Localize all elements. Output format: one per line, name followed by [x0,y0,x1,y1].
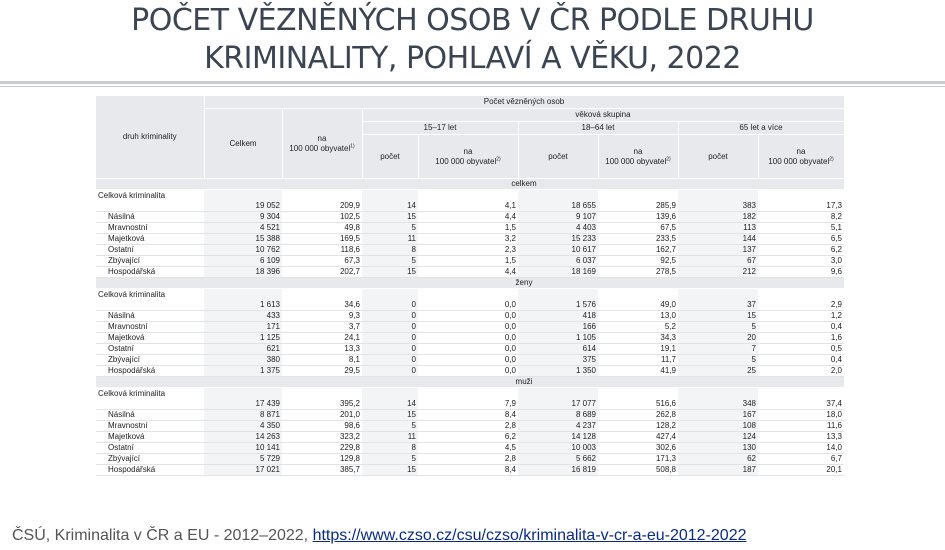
data-cell: 0 [362,322,418,333]
data-cell: 49,0 [598,289,678,311]
data-cell: 169,5 [282,234,362,245]
data-cell: 15 233 [518,234,598,245]
data-cell: 2,8 [418,421,518,432]
data-cell: 0,4 [758,322,844,333]
data-cell: 0,0 [418,322,518,333]
header-per-line1: na [633,146,643,156]
data-cell: 418 [518,311,598,322]
data-cell: 182 [678,212,758,223]
data-cell: 6 037 [518,256,598,267]
data-cell: 5 [362,256,418,267]
row-label: Zbývající [96,256,204,267]
table-row [96,212,844,223]
table-row [96,366,844,377]
data-cell: 24,1 [282,333,362,344]
data-cell: 171,3 [598,454,678,465]
data-cell: 14 263 [204,432,282,443]
data-cell: 129,8 [282,454,362,465]
data-cell: 7 [678,344,758,355]
slide-title [0,2,945,78]
data-cell: 4,4 [418,267,518,278]
data-cell: 0 [362,344,418,355]
header-per-100k-age [758,135,844,179]
data-cell: 15 [362,212,418,223]
data-cell: 2,0 [758,366,844,377]
data-cell: 5 [678,322,758,333]
data-cell: 5,1 [758,223,844,234]
data-cell: 621 [204,344,282,355]
table-row [96,267,844,278]
data-cell: 14 128 [518,432,598,443]
data-cell: 8,1 [282,355,362,366]
data-cell: 1 105 [518,333,598,344]
data-cell: 130 [678,443,758,454]
data-cell: 11 [362,432,418,443]
table-row [96,454,844,465]
header-count: počet [518,135,598,179]
section-label: muži [204,377,844,388]
data-cell: 0,0 [418,355,518,366]
data-cell: 1 375 [204,366,282,377]
source-link[interactable]: https://www.czso.cz/csu/czso/kriminalita-v-cr-a-eu-2012-2022 [312,527,747,544]
data-cell: 427,4 [598,432,678,443]
data-cell: 102,5 [282,212,362,223]
data-cell: 29,5 [282,366,362,377]
data-cell: 37 [678,289,758,311]
data-cell: 5 729 [204,454,282,465]
row-label: Hospodářská [96,465,204,476]
row-label: Zbývající [96,355,204,366]
table-row [96,388,844,410]
data-cell: 15 [678,311,758,322]
data-cell: 614 [518,344,598,355]
row-label: Mravnostní [96,223,204,234]
data-cell: 278,5 [598,267,678,278]
data-cell: 17 021 [204,465,282,476]
data-cell: 202,7 [282,267,362,278]
row-label: Mravnostní [96,322,204,333]
data-cell: 34,6 [282,289,362,311]
data-cell: 10 617 [518,245,598,256]
data-cell: 0,5 [758,344,844,355]
row-label: Hospodářská [96,267,204,278]
data-cell: 9 304 [204,212,282,223]
data-cell: 187 [678,465,758,476]
data-cell: 8,2 [758,212,844,223]
data-cell: 162,7 [598,245,678,256]
data-cell: 3,2 [418,234,518,245]
row-label: Násilná [96,410,204,421]
data-cell: 0,0 [418,344,518,355]
data-cell: 16 819 [518,465,598,476]
table-row [96,432,844,443]
table-row [96,223,844,234]
data-cell: 37,4 [758,388,844,410]
header-per-100k-line1: na [317,133,327,143]
data-cell: 6,5 [758,234,844,245]
data-cell: 5,2 [598,322,678,333]
row-label: Celková kriminalita [96,190,204,212]
data-cell: 5 [678,355,758,366]
header-age-group: věková skupina [362,109,844,122]
table-row [96,344,844,355]
data-cell: 49,8 [282,223,362,234]
section-row [96,377,844,388]
data-cell: 4 403 [518,223,598,234]
data-cell: 15 [362,410,418,421]
data-cell: 285,9 [598,190,678,212]
data-cell: 4,1 [418,190,518,212]
header-age-18-64: 18–64 let [518,122,678,135]
data-cell: 11 [362,234,418,245]
header-per-100k [282,109,362,179]
data-cell: 8,4 [418,410,518,421]
table-row [96,355,844,366]
data-cell: 11,6 [758,421,844,432]
data-cell: 6,2 [418,432,518,443]
row-label: Zbývající [96,454,204,465]
table-row [96,245,844,256]
data-cell: 34,3 [598,333,678,344]
data-cell: 13,0 [598,311,678,322]
row-label: Násilná [96,311,204,322]
data-cell: 14 [362,388,418,410]
data-cell: 4 237 [518,421,598,432]
section-label: ženy [204,278,844,289]
data-cell: 233,5 [598,234,678,245]
row-label: Ostatní [96,344,204,355]
header-per-line2: 100 000 obyvatel [768,156,830,166]
data-cell: 0 [362,355,418,366]
data-cell: 0,0 [418,311,518,322]
data-cell: 8 [362,245,418,256]
table-row [96,465,844,476]
header-age-65-plus: 65 let a více [678,122,844,135]
table-row [96,256,844,267]
table-row [96,234,844,245]
data-cell: 2,9 [758,289,844,311]
data-cell: 2,8 [418,454,518,465]
data-cell: 2,3 [418,245,518,256]
table-row [96,421,844,432]
table-body [96,179,844,476]
row-label: Mravnostní [96,421,204,432]
data-cell: 508,8 [598,465,678,476]
data-cell: 18 655 [518,190,598,212]
data-cell: 380 [204,355,282,366]
data-cell: 229,8 [282,443,362,454]
title-line-1: POČET VĚZNĚNÝCH OSOB V ČR PODLE DRUHU [131,3,814,38]
header-total: Celkem [204,109,282,179]
header-prisoners-count: Počet vězněných osob [204,96,844,109]
data-cell: 9,3 [282,311,362,322]
data-cell: 375 [518,355,598,366]
row-label: Ostatní [96,443,204,454]
data-cell: 0 [362,289,418,311]
data-cell: 14,0 [758,443,844,454]
footnote-marker-2: 2) [666,155,671,162]
data-cell: 17,3 [758,190,844,212]
data-cell: 3,7 [282,322,362,333]
data-cell: 5 [362,421,418,432]
data-cell: 0,0 [418,333,518,344]
header-per-line2: 100 000 obyvatel [435,156,497,166]
row-label: Celková kriminalita [96,289,204,311]
data-cell: 113 [678,223,758,234]
data-cell: 92,5 [598,256,678,267]
header-age-15-17: 15–17 let [362,122,518,135]
data-cell: 15 [362,267,418,278]
data-cell: 19 052 [204,190,282,212]
data-cell: 15 388 [204,234,282,245]
data-cell: 383 [678,190,758,212]
data-cell: 124 [678,432,758,443]
data-cell: 6,2 [758,245,844,256]
data-cell: 10 762 [204,245,282,256]
data-cell: 5 [362,454,418,465]
data-cell: 137 [678,245,758,256]
data-cell: 128,2 [598,421,678,432]
header-per-line2: 100 000 obyvatel [605,156,667,166]
data-cell: 433 [204,311,282,322]
data-cell: 1 576 [518,289,598,311]
data-cell: 14 [362,190,418,212]
data-cell: 17 077 [518,388,598,410]
data-cell: 171 [204,322,282,333]
data-cell: 19,1 [598,344,678,355]
table-row [96,410,844,421]
header-count: počet [362,135,418,179]
data-cell: 118,6 [282,245,362,256]
header-per-100k-line2: 100 000 obyvatel [289,143,351,153]
data-cell: 166 [518,322,598,333]
source-note [12,527,747,545]
data-cell: 139,6 [598,212,678,223]
data-cell: 5 [362,223,418,234]
data-cell: 25 [678,366,758,377]
data-cell: 13,3 [282,344,362,355]
row-label: Majetková [96,333,204,344]
table-row [96,333,844,344]
data-cell: 167 [678,410,758,421]
data-cell: 98,6 [282,421,362,432]
title-divider [0,81,945,84]
source-text: ČSÚ, Kriminalita v ČR a EU - 2012–2022, [12,527,313,544]
table-row [96,289,844,311]
header-per-100k-age [418,135,518,179]
header-crime-type: druh kriminality [96,96,204,179]
data-cell: 4,5 [418,443,518,454]
data-cell: 0 [362,366,418,377]
data-cell: 4 521 [204,223,282,234]
data-cell: 323,2 [282,432,362,443]
data-cell: 10 003 [518,443,598,454]
footnote-marker-2: 2) [496,155,501,162]
row-label: Ostatní [96,245,204,256]
data-cell: 8,4 [418,465,518,476]
header-per-line1: na [796,146,806,156]
data-cell: 0,4 [758,355,844,366]
data-cell: 201,0 [282,410,362,421]
title-line-2: KRIMINALITY, POHLAVÍ A VĚKU, 2022 [204,41,741,76]
data-cell: 385,7 [282,465,362,476]
data-cell: 18 169 [518,267,598,278]
data-cell: 8 689 [518,410,598,421]
data-cell: 18 396 [204,267,282,278]
data-cell: 395,2 [282,388,362,410]
footnote-marker-2: 2) [829,155,834,162]
data-cell: 0 [362,333,418,344]
header-count: počet [678,135,758,179]
data-cell: 9,6 [758,267,844,278]
data-cell: 1,2 [758,311,844,322]
data-cell: 0 [362,311,418,322]
row-label: Majetková [96,432,204,443]
data-cell: 6 109 [204,256,282,267]
data-cell: 108 [678,421,758,432]
data-cell: 516,6 [598,388,678,410]
data-cell: 262,8 [598,410,678,421]
header-per-line1: na [463,146,473,156]
data-cell: 9 107 [518,212,598,223]
data-cell: 1,5 [418,223,518,234]
data-cell: 67,5 [598,223,678,234]
data-cell: 8 871 [204,410,282,421]
row-label: Celková kriminalita [96,388,204,410]
data-cell: 0,0 [418,289,518,311]
row-label: Majetková [96,234,204,245]
section-row [96,179,844,190]
data-cell: 67 [678,256,758,267]
data-cell: 348 [678,388,758,410]
data-cell: 1 125 [204,333,282,344]
data-cell: 1,6 [758,333,844,344]
data-cell: 8 [362,443,418,454]
data-cell: 13,3 [758,432,844,443]
data-cell: 6,7 [758,454,844,465]
data-cell: 209,9 [282,190,362,212]
data-cell: 20,1 [758,465,844,476]
data-cell: 302,6 [598,443,678,454]
data-cell: 212 [678,267,758,278]
data-cell: 11,7 [598,355,678,366]
data-cell: 3,0 [758,256,844,267]
section-row [96,278,844,289]
data-cell: 5 662 [518,454,598,465]
data-cell: 18,0 [758,410,844,421]
data-cell: 1,5 [418,256,518,267]
data-cell: 17 439 [204,388,282,410]
row-label: Násilná [96,212,204,223]
data-cell: 1 613 [204,289,282,311]
data-cell: 1 350 [518,366,598,377]
table-row [96,190,844,212]
footnote-marker-1: 1) [350,142,355,149]
prisoners-table [96,96,845,476]
section-label: celkem [204,179,844,190]
row-label: Hospodářská [96,366,204,377]
data-cell: 10 141 [204,443,282,454]
data-cell: 67,3 [282,256,362,267]
table-row [96,311,844,322]
header-per-100k-age [598,135,678,179]
data-cell: 0,0 [418,366,518,377]
data-cell: 15 [362,465,418,476]
data-cell: 20 [678,333,758,344]
data-cell: 4 350 [204,421,282,432]
data-cell: 4,4 [418,212,518,223]
data-cell: 7,9 [418,388,518,410]
title-divider-thin [0,86,945,87]
table-row [96,443,844,454]
data-cell: 41,9 [598,366,678,377]
data-cell: 144 [678,234,758,245]
table-row [96,322,844,333]
data-cell: 62 [678,454,758,465]
